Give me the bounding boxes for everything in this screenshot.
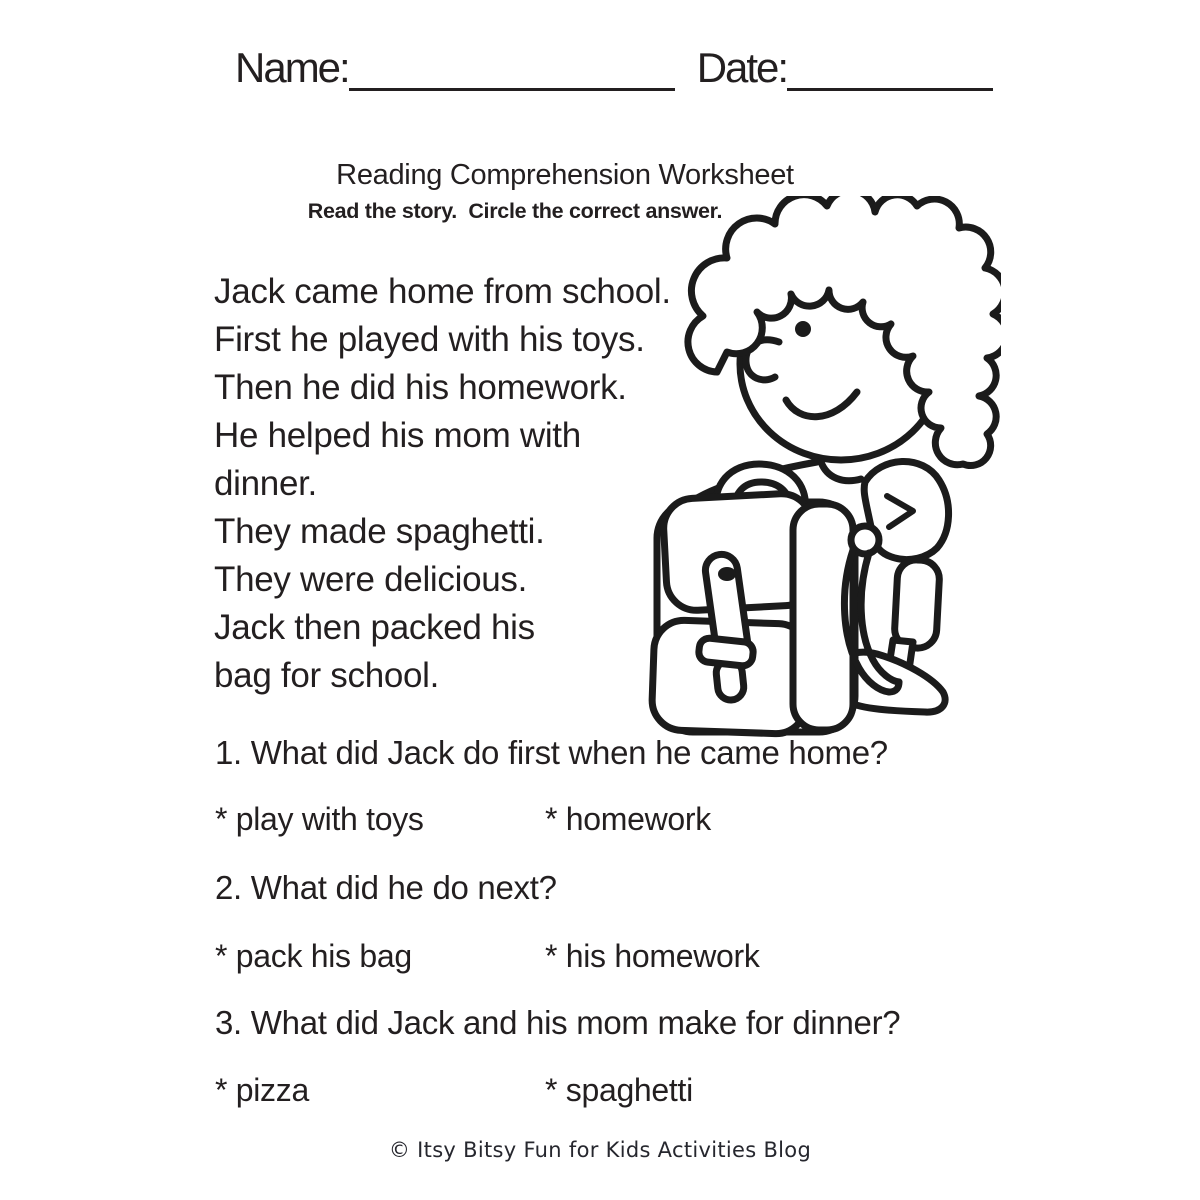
boy-knee — [894, 559, 941, 649]
backpack — [651, 464, 855, 735]
boy-with-backpack-drawing — [641, 196, 1001, 741]
answer-option: * his homework — [545, 938, 760, 974]
worksheet-instructions: Read the story. Circle the correct answer. — [307, 199, 723, 223]
question-1: 1. What did Jack do first when he came home? — [215, 734, 888, 771]
boy-with-backpack-illustration — [641, 196, 1001, 741]
boy-right-eye — [795, 321, 811, 337]
header-fields — [235, 38, 1035, 91]
story-line: Jack then packed his — [214, 608, 535, 647]
question-3: 3. What did Jack and his mom make for dinner? — [215, 1004, 901, 1041]
story-line: They were delicious. — [214, 560, 528, 599]
name-label: Name: — [235, 43, 349, 91]
story-line: Then he did his homework. — [214, 368, 627, 407]
answer-option: * spaghetti — [545, 1072, 693, 1108]
story-line: They made spaghetti. — [214, 512, 545, 551]
story-line: Jack came home from school. — [214, 272, 671, 311]
question-2: 2. What did he do next? — [215, 869, 557, 906]
backpack-strap-rivet — [718, 567, 736, 581]
question-1-options — [215, 800, 1075, 838]
story-line: He helped his mom with — [214, 416, 581, 455]
answer-option: * pizza — [215, 1072, 309, 1108]
worksheet-title: Reading Comprehension Worksheet — [336, 159, 794, 191]
question-3-options — [215, 1071, 1075, 1109]
backpack-buckle — [698, 637, 754, 667]
answer-option: * pack his bag — [215, 938, 412, 974]
story-line: bag for school. — [214, 656, 440, 695]
date-label: Date: — [696, 43, 788, 91]
question-2-options — [215, 937, 1075, 975]
story-line: dinner. — [214, 464, 317, 503]
copyright-credit: © Itsy Bitsy Fun for Kids Activities Blog — [388, 1138, 812, 1162]
answer-option: * homework — [545, 801, 711, 837]
name-blank-line — [349, 38, 675, 91]
date-blank-line — [787, 38, 993, 91]
answer-option: * play with toys — [215, 801, 424, 837]
story-line: First he played with his toys. — [214, 320, 645, 359]
